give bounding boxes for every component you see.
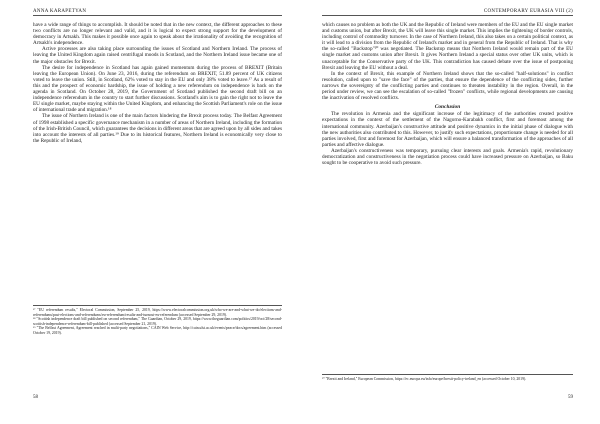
left-body-text [33,22,282,144]
page-number-left: 58 [33,395,38,400]
left-footnotes [33,305,282,335]
paragraph: In the context of Brexit, this example of Northern Ireland shows that the so-called "half-solutions" in conflict resolution, called upon to "save the face" of the parties, that ensure the dependence of the conflicting sides, further narrows the sovereignty of the conflicting parties and continues to threaten instability in the region. Overall, in the period under review, we can see the escalation of so-called "frozen" conflicts, while regional developments are causing the inactivation of resolved conflicts. [322,70,573,102]
right-footnotes [322,374,573,382]
section-heading-conclusion: Conclusion [434,104,461,111]
paragraph: Active processes are also taking place surrounding the issues of Scotland and Northern Ireland. The process of leaving the United Kingdom again raised centrifugal moods in Scotland, and the Northern Ireland issue became one of the major obstacles for Brexit. [33,46,282,65]
page-number-right: 59 [568,395,573,400]
footnote: ²⁰ "Brexit and Ireland," European Commission, https://ec.europa.eu/info/europe/brexit-policy-ireland_en (accessed October 10, 2019). [322,377,527,381]
paragraph: which causes no problem as both the UK and the Republic of Ireland were members of the EU and the EU single market and customs union, but after Brexit, the UK will leave this single market. This implies the tightening of border controls, including control of commodity turnover. In the case of Northern Ireland, this also takes on a certain political context, as it will lead to a division from the Republic of Ireland's market and in general from the Republic of Ireland. That is why the so-called "Backstop"²⁰ was negotiated. The Backstop means that Northern Ireland would remain part of the EU single market and customs union after Brexit. It gives Northern Ireland a special status over other UK units, which is unacceptable for the Conservative party of the UK. This contradiction has caused debate over the issue of postponing Brexit and leaving the EU without a deal. [322,22,573,71]
right-body-text [322,22,573,166]
footnote: ¹⁷ "EU referendum results," Electoral Commission, September 25, 2019, https://www.electoralcommission.org.uk/who-we-are-and-what-we-do/elections-and-referendums/past-elections-and-referendums/eu-referendum/results-and-turnout-eu-referendum (accessed September 29, 2019). [33,308,282,317]
footnote: ¹⁸ "Scottish independence draft bill published on second referendum," The Guardian, October 29, 2019, https://www.theguardian.com/politics/2019/oct/28/second-scottish-independence-referendum-bill-published (accessed September 21, 2019). [33,317,282,326]
right-page [300,0,600,424]
running-head-author: ANNA KARAPETYAN [33,9,282,16]
footnote: ¹⁹ "The Belfast Agreement, Agreement reached in multi-party negotiations," CAIN Web Service, http://cain.ulst.ac.uk/events/peace/docs/agreement.htm (accessed October 19, 2019). [33,326,282,335]
paragraph: The issue of Northern Ireland is one of the main factors hindering the Brexit process today. The Belfast Agreement of 1998 established a specific governance mechanism in a number of areas of Northern Ireland, including the formation of the Irish-British Council, which guarantees the decisions in different areas that are agreed upon by all sides and takes into account the interests of all parties.¹⁹ Due to its historical features, Northern Ireland is economically very close to the Republic of Ireland, [33,113,282,144]
running-head-journal: CONTEMPORARY EURASIA VIII (2) [322,9,573,16]
paragraph: have a wide range of things to accomplish. It should be noted that in the new context, the different approaches to these two conflicts are no longer relevant and valid, and it is logical to expect strong support for the development of democracy in Artsakh. This makes it possible once again to speak about the irrationality of avoiding the recognition of Artsakh's independence. [33,22,282,47]
paragraph: Azerbaijan's constructiveness was temporary, pursuing clear interests and goals. Armenia's rapid, revolutionary democratization and constructiveness in the negotiation process could have increased pressure on Azerbaijan, so Baku sought to be cooperative to avoid such pressure. [322,147,573,167]
paragraph: The desire for independence in Scotland has again gained momentum during the process of BREXIT (Britain leaving the European Union). On June 23, 2016, during the referendum on BREXIT, 51.89 percent of UK citizens voted to leave the union. Still, in Scotland, 62% voted to stay in the EU and only 38% voted to leave.¹⁷ As a result of this and the prospect of economic hardship, the issue of holding a new referendum on independence is back on the agenda in Scotland. On October 28, 2019, the Government of Scotland published the second draft bill on an independence referendum in the country to start further discussions. Scotland's aim is to gain the right not to leave the EU single market, maybe staying within the United Kingdom, and enhancing the Scottish Parliament's role on the issue of international trade and migration.¹⁸ [33,64,282,114]
paragraph: The revolution in Armenia and the significant increase of the legitimacy of the authorities created positive expectations in the context of the settlement of the Nagorno-Karabakh conflict, first and foremost among the international community. Azerbaijan's constructive attitude and positive dynamics in the initial phase of dialogue with the new authorities also contributed to this. However, to justify such expectations, proportionate change is needed for all parties involved, first and foremost for Azerbaijan, which will ensure a balanced transformation of the approaches of all parties and affective dialogue. [322,111,573,148]
